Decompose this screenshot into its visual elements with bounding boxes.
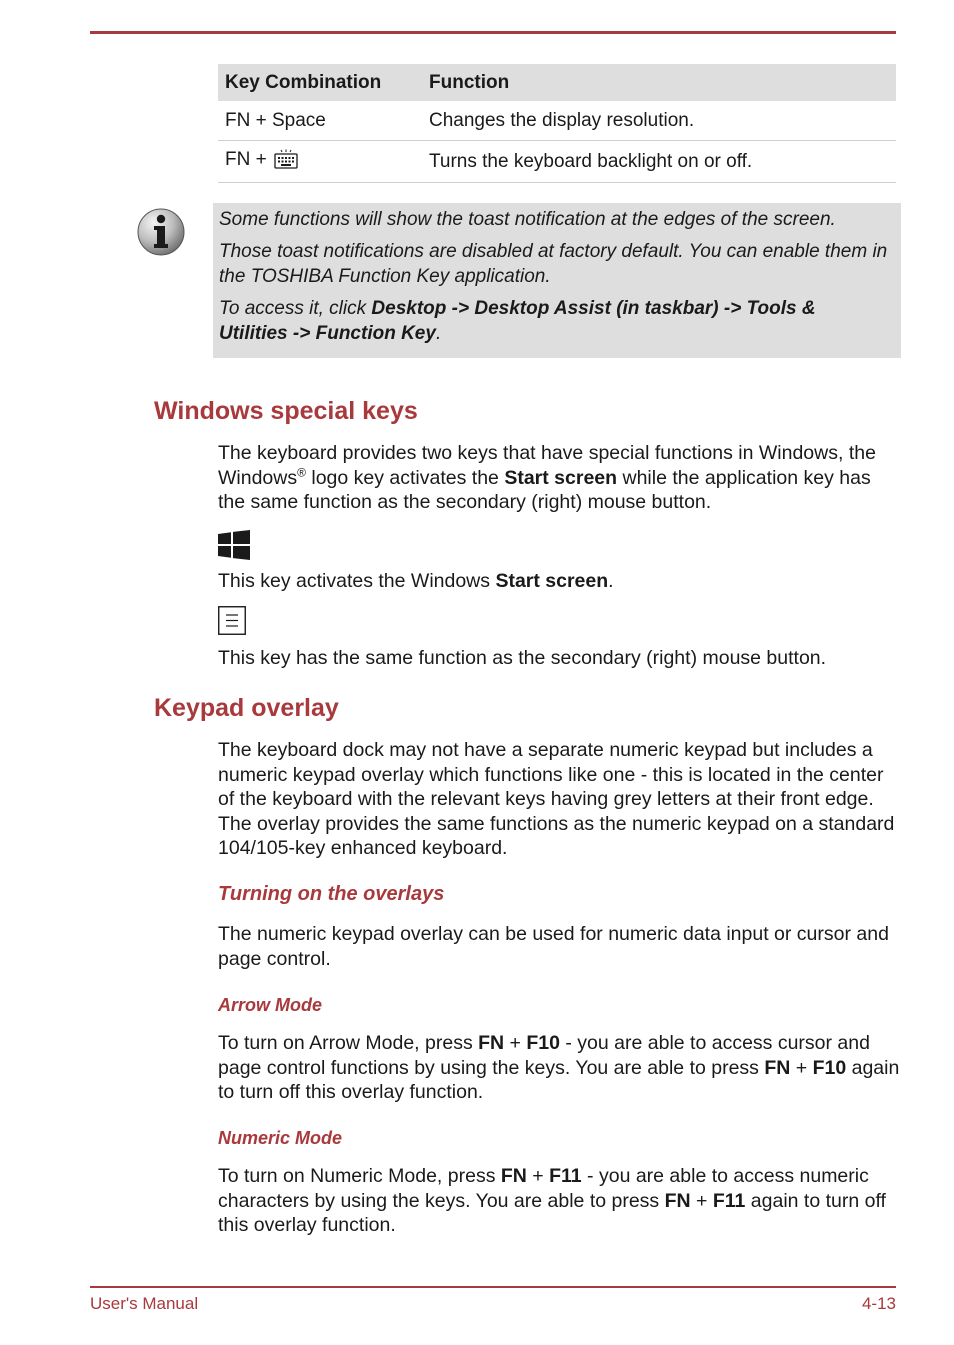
key-f10: F10 — [812, 1056, 847, 1079]
table-header-function: Function — [422, 64, 896, 101]
key-combination-table — [218, 64, 896, 183]
table-cell-function: Changes the display resolution. — [422, 101, 896, 141]
subheading-numeric-mode: Numeric Mode — [218, 1128, 343, 1148]
desc-text: - you are able to access cursor and page control functions by using the keys. You are able to press — [218, 1032, 870, 1079]
key-fn: FN — [664, 1189, 691, 1212]
table-cell-key: FN + Space — [218, 101, 422, 141]
registered-mark: ® — [297, 465, 306, 479]
table-header-row — [218, 64, 896, 101]
intro-text: The keyboard provides two keys that have special functions in Windows, the Windows — [218, 442, 876, 489]
desc-text: To turn on Arrow Mode, press — [218, 1032, 479, 1054]
note-text: To access it, click — [219, 298, 372, 319]
bottom-rule — [90, 1286, 896, 1288]
intro-text: while the application key has the same function as the secondary (right) mouse button. — [218, 466, 871, 513]
plus-sign: + — [690, 1189, 713, 1212]
subheading-arrow-mode: Arrow Mode — [218, 995, 323, 1015]
table-row — [218, 101, 896, 141]
table-cell-key-text: FN + — [225, 148, 272, 170]
section-heading-windows-special-keys: Windows special keys — [154, 397, 418, 425]
note-paragraph: Some functions will show the toast notification at the edges of the screen. — [219, 209, 836, 230]
plus-sign: + — [504, 1032, 527, 1054]
desc-text: - you are able to access numeric characters by using the keys. You are able to press — [218, 1165, 869, 1212]
footer-manual-title: User's Manual — [90, 1294, 199, 1313]
table-cell-key — [218, 141, 422, 183]
plus-sign: + — [526, 1165, 550, 1187]
desc-text: To turn on Numeric Mode, press — [218, 1165, 501, 1187]
windows-key-description — [218, 569, 900, 594]
note-paragraph: Those toast notifications are disabled at factory default. You can enable them in the TOSHIBA Function Key application. — [219, 241, 888, 287]
note-text: . — [435, 323, 442, 344]
intro-text: logo key activates the — [305, 466, 505, 489]
application-key-icon — [218, 606, 246, 635]
key-fn: FN — [500, 1165, 527, 1187]
desc-text: again to turn off this overlay function. — [218, 1056, 900, 1103]
section-heading-keypad-overlay: Keypad overlay — [154, 694, 339, 722]
note-path: Desktop -> Desktop Assist (in taskbar) -> Tools & Utilities -> Function Key — [219, 298, 816, 344]
info-icon — [136, 207, 186, 257]
intro-bold: Start screen — [504, 466, 618, 489]
table-header-key: Key Combination — [218, 64, 422, 101]
arrow-mode-description — [218, 1031, 900, 1105]
keyboard-backlight-icon — [274, 149, 298, 175]
windows-logo-icon — [218, 530, 250, 560]
key-f10: F10 — [526, 1032, 560, 1054]
note-box — [213, 203, 901, 358]
footer-page-number: 4-13 — [861, 1294, 896, 1313]
key-fn: FN — [478, 1032, 505, 1054]
key-f11: F11 — [712, 1189, 746, 1212]
subheading-turning-on-overlays: Turning on the overlays — [218, 883, 445, 905]
application-key-description: This key has the same function as the secondary (right) mouse button. — [218, 647, 827, 669]
desc-text: . — [608, 570, 614, 592]
top-rule — [90, 31, 896, 34]
table-row — [218, 141, 896, 183]
note-paragraph — [219, 296, 889, 346]
desc-text: This key activates the Windows — [218, 570, 496, 592]
desc-text: again to turn off this overlay function. — [218, 1189, 886, 1236]
numeric-mode-description — [218, 1164, 900, 1238]
plus-sign: + — [790, 1056, 813, 1079]
key-fn: FN — [764, 1056, 791, 1079]
key-f11: F11 — [549, 1165, 582, 1187]
keypad-intro: The keyboard dock may not have a separate numeric keypad but includes a numeric keypad overlay which functions like one - this is located in the center of the keyboard with the relevant keys having grey letters at their front edge. The overlay provides the same functions as the numeric keypad on a standard 104/105-key enhanced keyboard. — [218, 739, 895, 859]
windows-keys-intro — [218, 441, 900, 515]
table-cell-function: Turns the keyboard backlight on or off. — [422, 141, 896, 183]
overlay-description: The numeric keypad overlay can be used for numeric data input or cursor and page control. — [218, 923, 889, 970]
desc-bold: Start screen — [495, 570, 609, 592]
